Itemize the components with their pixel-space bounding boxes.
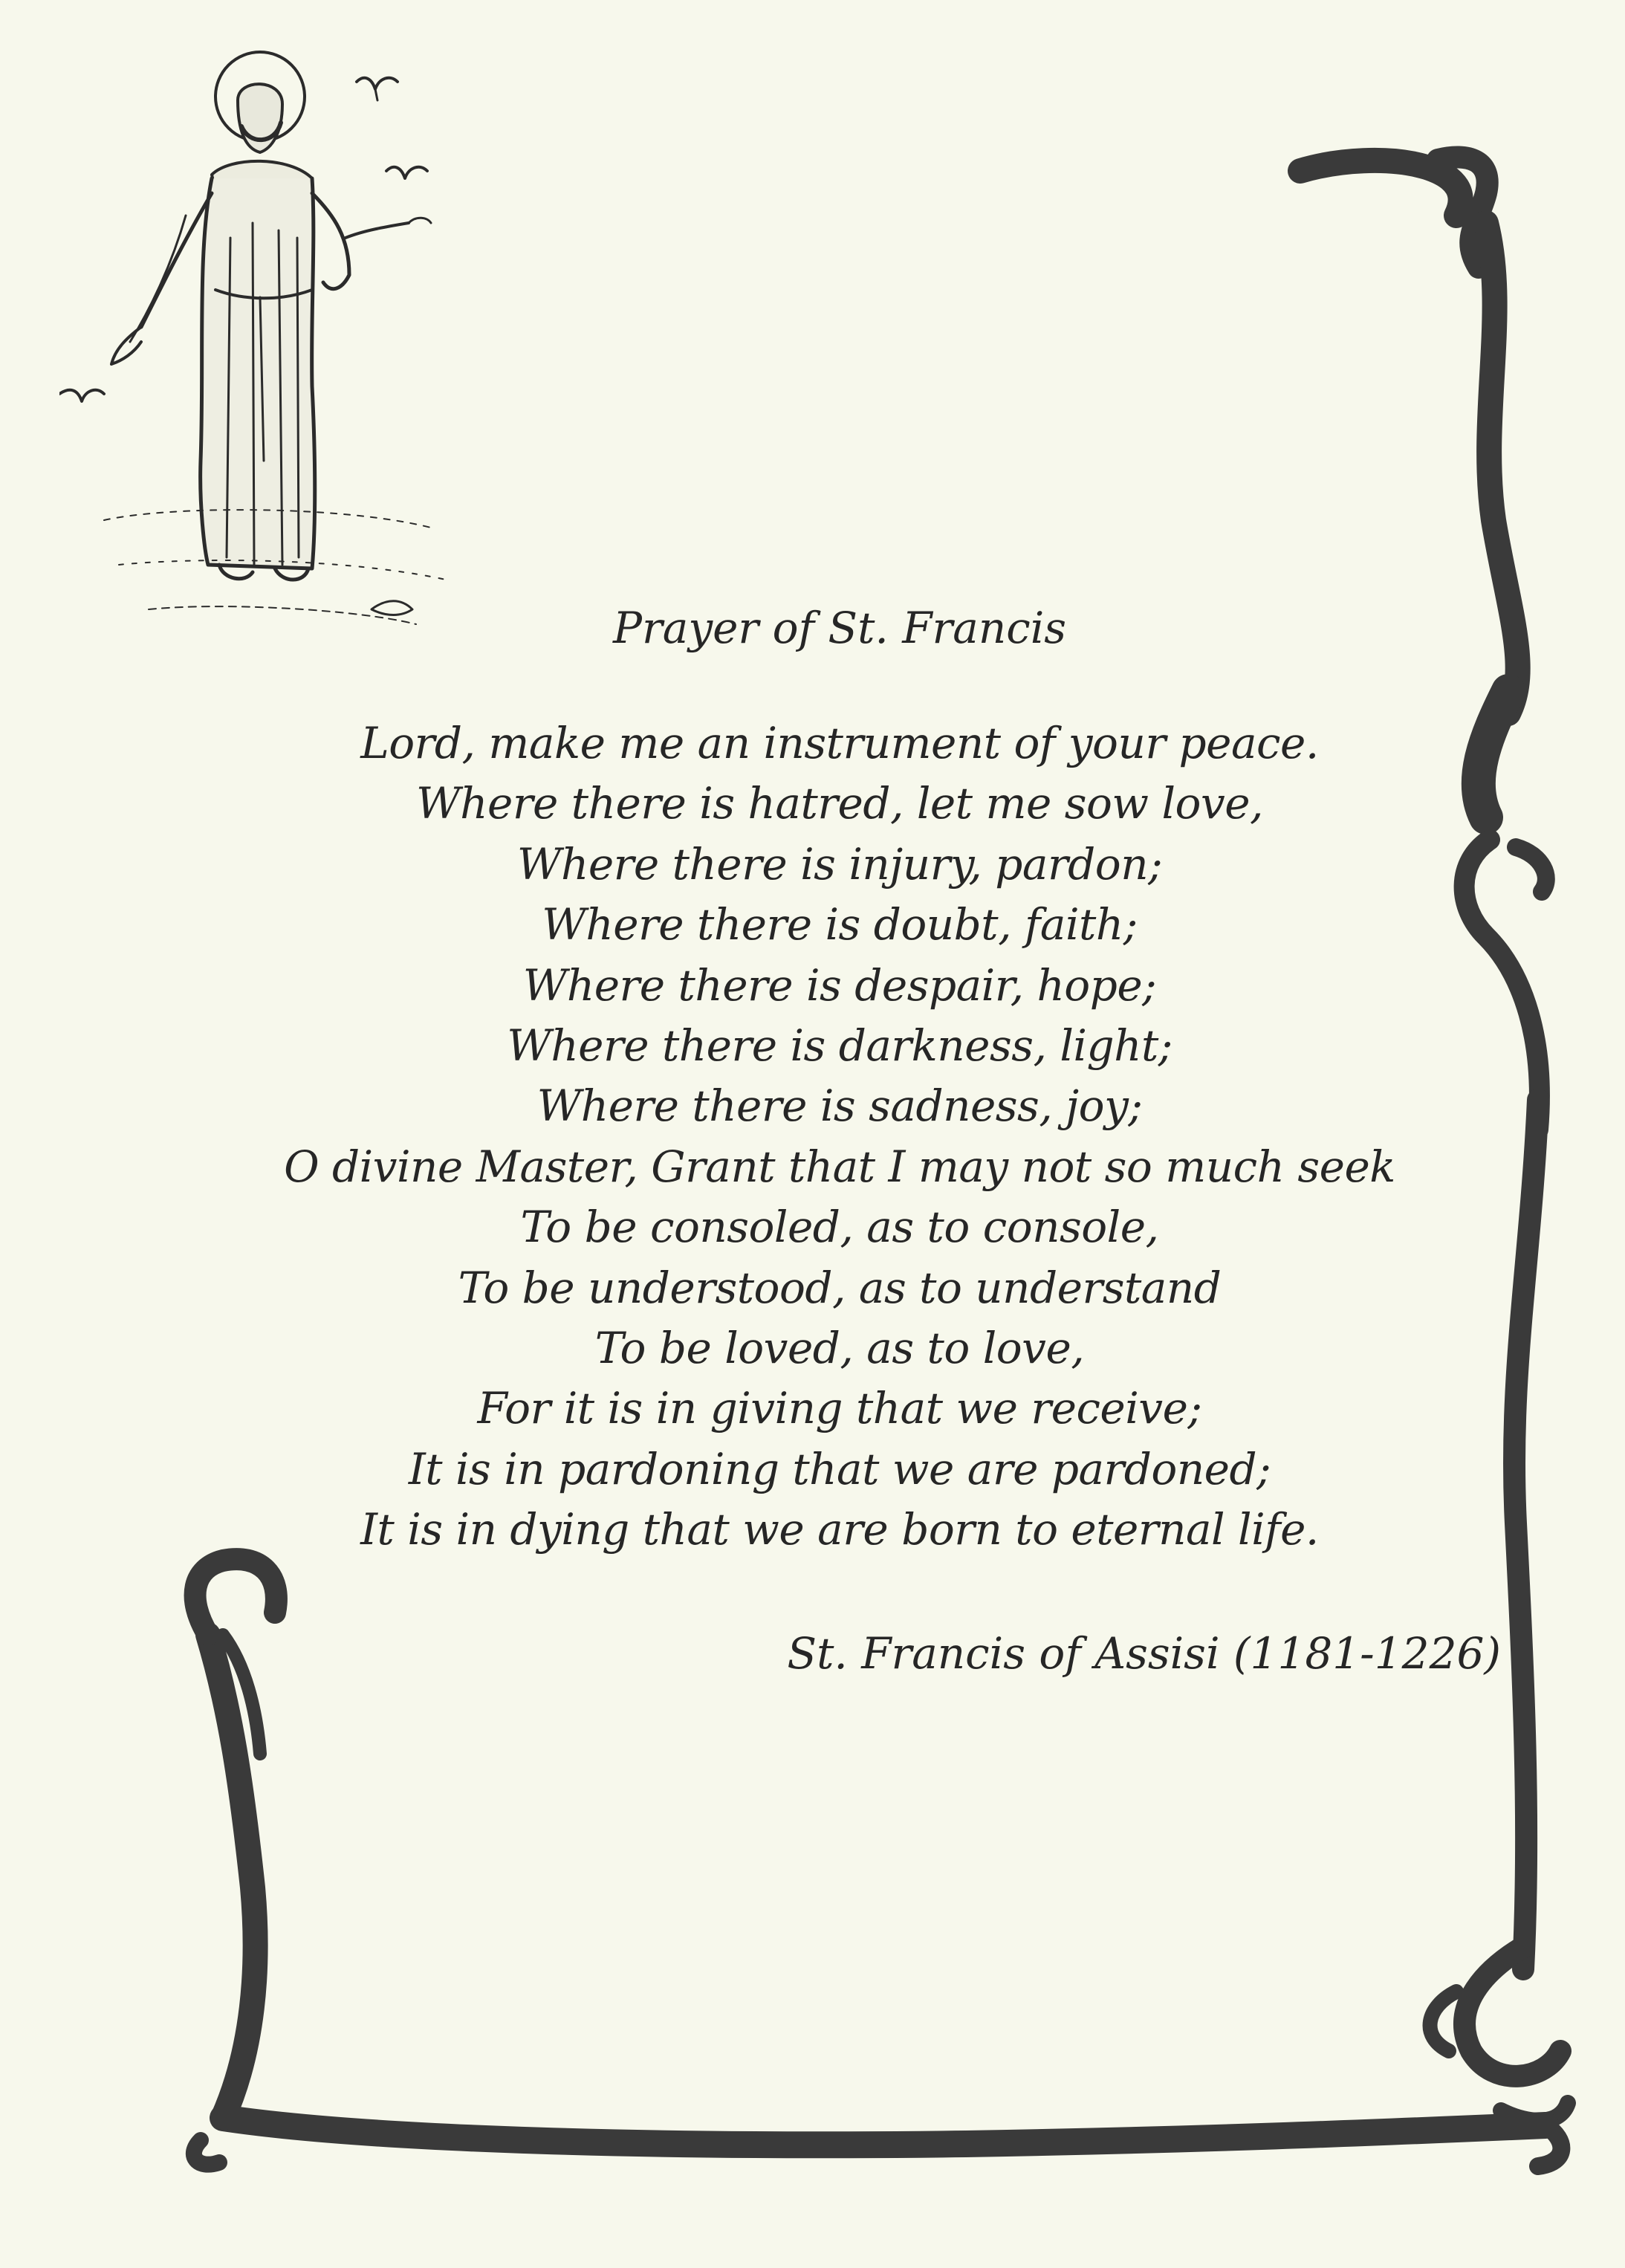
prayer-line: Where there is despair, hope; bbox=[522, 959, 1157, 1011]
prayer-line: To be loved, as to love, bbox=[594, 1323, 1085, 1374]
prayer-line: Where there is darkness, light; bbox=[507, 1020, 1172, 1072]
prayer-line: It is in dying that we are born to eternal life. bbox=[360, 1504, 1319, 1555]
prayer-line: Where there is doubt, faith; bbox=[542, 899, 1138, 950]
attribution: St. Francis of Assisi (1181-1226) bbox=[787, 1628, 1501, 1679]
page-title: Prayer of St. Francis bbox=[612, 603, 1067, 653]
saint-with-birds-icon bbox=[59, 45, 476, 669]
prayer-line: To be understood, as to understand bbox=[458, 1262, 1222, 1313]
prayer-line: Where there is injury, pardon; bbox=[516, 838, 1163, 890]
prayer-line: O divine Master, Grant that I may not so much seek bbox=[284, 1141, 1395, 1192]
prayer-line: Where there is hatred, let me sow love, bbox=[416, 778, 1263, 829]
prayer-line: It is in pardoning that we are pardoned; bbox=[408, 1443, 1271, 1494]
prayer-line: Lord, make me an instrument of your peace. bbox=[360, 718, 1319, 768]
prayer-text bbox=[186, 713, 1493, 1561]
prayer-line: Where there is sadness, joy; bbox=[536, 1080, 1143, 1132]
prayer-line: For it is in giving that we receive; bbox=[477, 1383, 1202, 1434]
prayer-line: To be consoled, as to console, bbox=[520, 1202, 1159, 1253]
